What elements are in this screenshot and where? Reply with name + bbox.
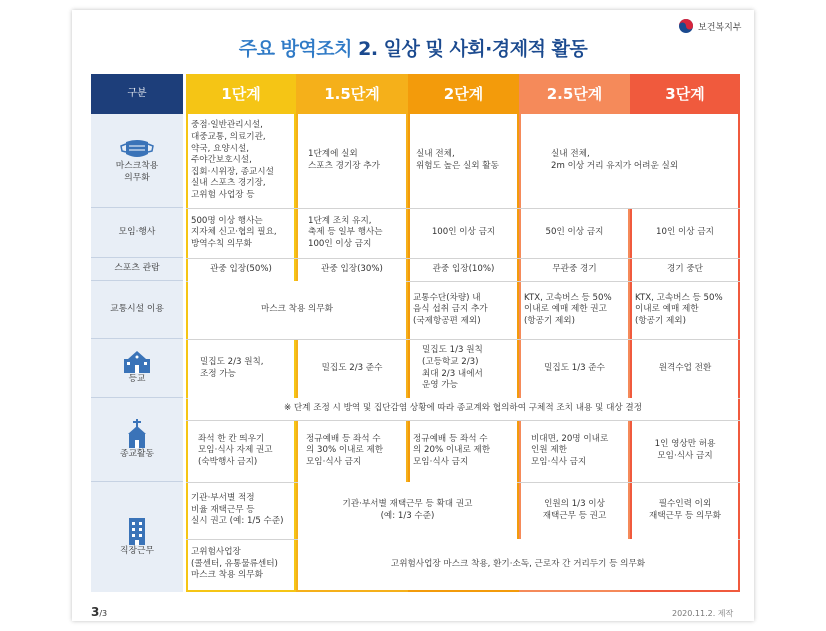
mask-icon	[120, 137, 154, 161]
ministry-name: 보건복지부	[698, 22, 742, 33]
header-level3: 3단계	[630, 74, 740, 114]
category-transport: 교통시설 이용	[91, 281, 183, 339]
church-icon	[124, 419, 150, 449]
header-level15: 1.5단계	[296, 74, 408, 114]
mask-level1: 중점·일반관리시설, 대중교통, 의료기관, 약국, 요양시설, 주야간보호시설, 집회·시위장, 종교시설 실내 스포츠 경기장, 고위험 사업장 등	[191, 120, 274, 200]
header-level1: 1단계	[186, 74, 296, 114]
category-mask-label-1: 마스크착용	[115, 160, 159, 171]
category-school	[91, 339, 183, 398]
category-mask	[91, 114, 183, 208]
category-religion-label: 종교활동	[120, 448, 154, 459]
school-level25: 밀집도 1/3 준수	[544, 362, 605, 373]
page-current: 3	[91, 605, 100, 619]
header-category: 구분	[91, 74, 183, 114]
sports-level2: 관중 입장(10%)	[432, 263, 495, 274]
category-mask-label-2: 의무화	[124, 172, 150, 183]
religion-level15: 정규예배 등 좌석 수 의 30% 이내로 제한 모임·식사 금지	[306, 433, 384, 467]
transport-level2: 교통수단(차량) 내 음식 섭취 금지 추가 (국제항공편 제외)	[413, 292, 488, 326]
school-level15: 밀집도 2/3 준수	[321, 362, 383, 373]
mask-level15: 1단계에 실외 스포츠 경기장 추가	[308, 149, 380, 171]
page-number	[91, 605, 107, 619]
gathering-level1: 500명 이상 행사는 지자체 신고·협의 필요, 방역수칙 의무화	[191, 215, 277, 249]
religion-level1: 좌석 한 칸 띄우기 모임·식사 자제 권고 (숙박행사 금지)	[198, 433, 273, 467]
sports-level15: 관중 입장(30%)	[321, 263, 383, 274]
category-workplace-label: 직장근무	[120, 546, 154, 557]
sports-level1: 관중 입장(50%)	[210, 263, 272, 274]
category-school-label: 등교	[128, 374, 146, 385]
production-date: 2020.11.2. 제작	[672, 609, 734, 618]
religion-level25: 비대면, 20명 이내로 인원 제한 모임·식사 금지	[531, 433, 609, 467]
category-religion	[91, 398, 183, 482]
page-title	[72, 34, 754, 61]
ministry-logo	[678, 18, 741, 34]
school-level1: 밀집도 2/3 원칙, 조정 가능	[200, 356, 264, 379]
gathering-level3: 10인 이상 금지	[656, 227, 714, 238]
workplace-level15-2: 기관·부서별 재택근무 등 확대 권고 (예: 1/3 수준)	[298, 482, 517, 539]
workplace-level1: 기관·부서별 적정 비율 재택근무 등 실시 권고 (예: 1/5 수준)	[191, 493, 284, 527]
religion-level2: 정규예배 등 좌석 수 의 20% 이내로 제한 모임·식사 금지	[413, 433, 491, 467]
header-level2: 2단계	[408, 74, 519, 114]
transport-level25: KTX, 고속버스 등 50% 이내로 예매 제한 권고 (항공기 제외)	[524, 292, 612, 326]
page-total: /3	[99, 609, 108, 618]
title-prefix: 주요 방역조치	[238, 38, 359, 60]
school-level2: 밀집도 1/3 원칙 (고등학교 2/3) 최대 2/3 내에서 운영 가능	[422, 345, 483, 391]
sports-level25: 무관중 경기	[552, 263, 597, 274]
religion-note: ※ 단계 조정 시 방역 및 집단감염 상황에 따라 종교계와 협의하여 구체적 조치 내용 및 대상 결정	[188, 398, 738, 420]
gathering-level25: 50인 이상 금지	[545, 227, 604, 238]
workplace-level3: 필수인력 이외 재택근무 등 의무화	[649, 498, 721, 521]
category-sports: 스포츠 관람	[91, 258, 183, 281]
gathering-level15: 1단계 조치 유지, 축제 등 일부 행사는 100인 이상 금지	[308, 215, 383, 249]
office-building-icon	[125, 516, 149, 546]
mask-level25-3: 실내 전체, 2m 이상 거리 유지가 어려운 실외	[521, 114, 738, 208]
header-level25: 2.5단계	[519, 74, 630, 114]
sports-level3: 경기 중단	[667, 263, 703, 274]
title-main: 2. 일상 및 사회·경제적 활동	[358, 38, 588, 60]
category-gathering: 모임·행사	[91, 208, 183, 258]
workplace-highrisk-level1: 고위험사업장 (콜센터, 유통물류센터) 마스크 착용 의무화	[191, 547, 278, 581]
workplace-highrisk-level15-3: 고위험사업장 마스크 착용, 환기·소독, 근로자 간 거리두기 등 의무화	[298, 539, 738, 590]
transport-level3: KTX, 고속버스 등 50% 이내로 예매 제한 (항공기 제외)	[635, 292, 723, 326]
category-workplace	[91, 482, 183, 592]
taegeuk-logo-icon	[678, 18, 694, 34]
school-level3: 원격수업 전환	[658, 362, 712, 373]
religion-level3: 1인 영상만 허용 모임·식사 금지	[654, 439, 716, 461]
transport-level1-15: 마스크 착용 의무화	[188, 281, 406, 339]
gathering-level2: 100인 이상 금지	[431, 227, 496, 238]
workplace-level25: 인원의 1/3 이상 재택근무 등 권고	[542, 498, 607, 521]
school-icon	[122, 350, 152, 374]
mask-level2: 실내 전체, 위험도 높은 실외 활동	[416, 149, 499, 171]
